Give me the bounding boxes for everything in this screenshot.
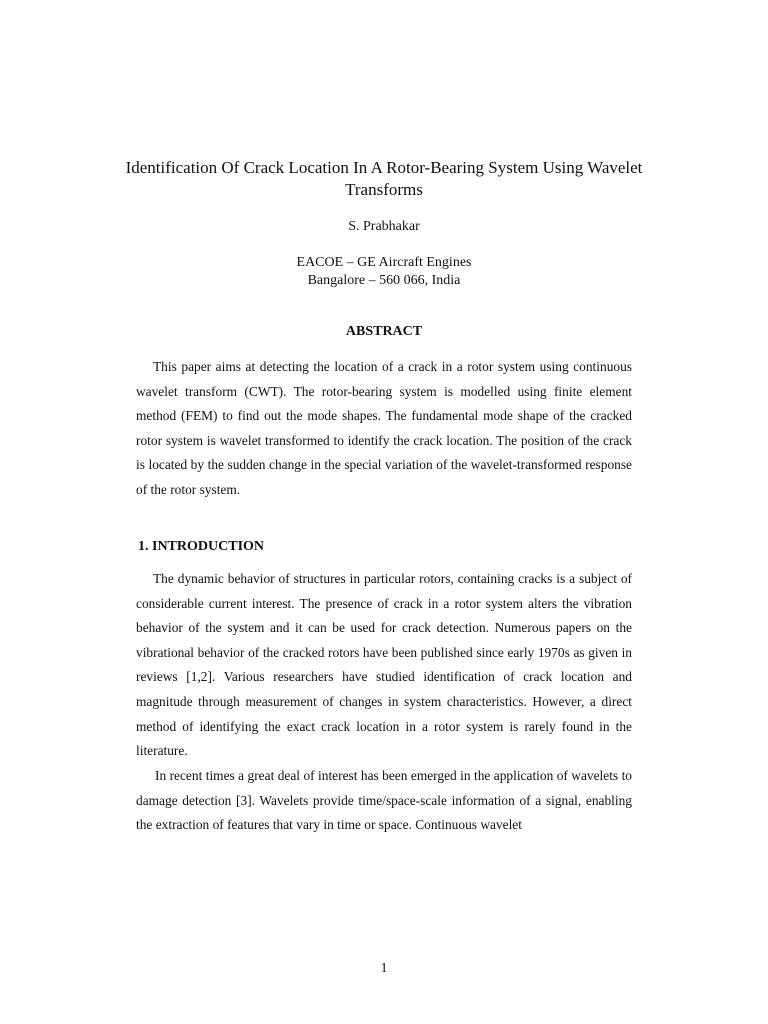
affiliation-line-2: Bangalore – 560 066, India	[307, 273, 461, 288]
introduction-paragraph-1: The dynamic behavior of structures in particular rotors, containing cracks is a subject of considerable current interest. The presence of crack in a rotor system alters the vibration behavior of the system and it can be used for crack detection. Numerous papers on the vibrational behavior of the cracked rotors have been published since early 1970s as given in reviews [1,2]. Various researchers have studied identification of crack location and magnitude through measurement of changes in system characteristics. However, a direct method of identifying the exact crack location in a rotor system is rarely found in the literature.	[136, 571, 632, 759]
affiliation-line-1: EACOE – GE Aircraft Engines	[296, 255, 472, 270]
introduction-paragraph-2: In recent times a great deal of interest has been emerged in the application of wavelets to damage detection [3]. Wavelets provide time/space-scale information of a signal, enabling the extraction of features that vary in time or space. Continuous wavelet	[136, 768, 632, 833]
paper-title: Identification Of Crack Location In A Rotor-Bearing System Using Wavelet Transforms	[125, 158, 643, 199]
introduction-heading: 1. INTRODUCTION	[138, 539, 265, 554]
author-name: S. Prabhakar	[348, 219, 420, 234]
abstract-heading: ABSTRACT	[345, 324, 423, 339]
page-number: 1	[380, 961, 388, 976]
abstract-body: This paper aims at detecting the location of a crack in a rotor system using continuous wavelet transform (CWT). The rotor-bearing system is modelled using finite element method (FEM) to find out the mode shapes. The fundamental mode shape of the cracked rotor system is wavelet transformed to identify the crack location. The position of the crack is located by the sudden change in the special variation of the wavelet-transformed response of the rotor system.	[136, 359, 632, 497]
